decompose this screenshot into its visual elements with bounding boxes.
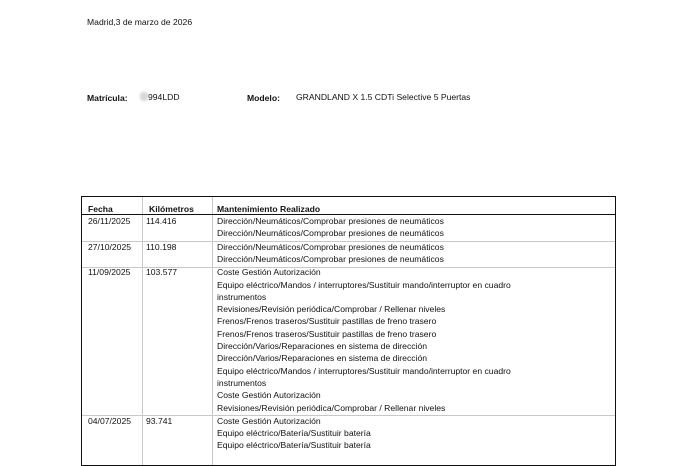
row-work-line: Dirección/Neumáticos/Comprobar presiones de neumáticos — [217, 241, 444, 252]
redaction-blur — [140, 92, 148, 101]
row-work-line: Dirección/Neumáticos/Comprobar presiones de neumáticos — [217, 228, 444, 239]
row-work-line: Dirección/Varios/Reparaciones en sistema de dirección — [217, 353, 428, 364]
model-label: Modelo: — [247, 93, 280, 103]
model-value: GRANDLAND X 1.5 CDTi Selective 5 Puertas — [296, 92, 471, 102]
row-work-line: instrumentos — [217, 377, 267, 388]
row-work-line: Dirección/Neumáticos/Comprobar presiones de neumáticos — [217, 253, 444, 264]
document-date: Madrid,3 de marzo de 2026 — [87, 17, 193, 27]
row-work-line: Revisiones/Revisión periódica/Comprobar / Rellenar niveles — [217, 304, 446, 315]
row-work-line: Frenos/Frenos traseros/Sustituir pastillas de freno trasero — [217, 328, 437, 339]
row-work-line: Equipo eléctrico/Batería/Sustituir batería — [217, 428, 371, 439]
column-divider — [142, 197, 143, 465]
header-km: Kilómetros — [149, 204, 194, 214]
row-work-line: Equipo eléctrico/Mandos / interruptores/Sustituir mando/interruptor en cuadro — [217, 365, 511, 376]
header-work: Mantenimiento Realizado — [217, 204, 321, 214]
row-km: 114.416 — [146, 216, 177, 226]
row-work-line: Coste Gestión Autorización — [217, 390, 321, 401]
column-divider — [212, 197, 213, 465]
row-work-line: Frenos/Frenos traseros/Sustituir pastillas de freno trasero — [217, 316, 437, 327]
row-date: 26/11/2025 — [88, 216, 131, 226]
maintenance-table — [81, 196, 616, 466]
row-km: 110.198 — [146, 241, 177, 252]
header-date: Fecha — [88, 204, 113, 214]
row-date: 27/10/2025 — [88, 241, 132, 252]
row-date: 04/07/2025 — [88, 415, 132, 426]
row-work-line: Coste Gestión Autorización — [217, 415, 321, 426]
row-km: 93.741 — [146, 415, 173, 426]
row-work-line: Equipo eléctrico/Mandos / interruptores/Sustituir mando/interruptor en cuadro — [217, 279, 511, 290]
plate-value-text: 994LDD — [148, 92, 180, 102]
row-work-line: Coste Gestión Autorización — [217, 267, 321, 278]
row-work-line: Dirección/Varios/Reparaciones en sistema de dirección — [217, 341, 428, 351]
row-work-line: Revisiones/Revisión periódica/Comprobar / Rellenar niveles — [217, 402, 446, 413]
plate-value — [140, 92, 180, 102]
row-work-line: Equipo eléctrico/Batería/Sustituir batería — [217, 440, 371, 451]
row-date: 11/09/2025 — [88, 267, 131, 278]
row-work-line: instrumentos — [217, 291, 267, 302]
row-km: 103.577 — [146, 267, 178, 278]
row-work-line: Dirección/Neumáticos/Comprobar presiones de neumáticos — [217, 216, 444, 226]
plate-label: Matrícula: — [87, 93, 128, 103]
